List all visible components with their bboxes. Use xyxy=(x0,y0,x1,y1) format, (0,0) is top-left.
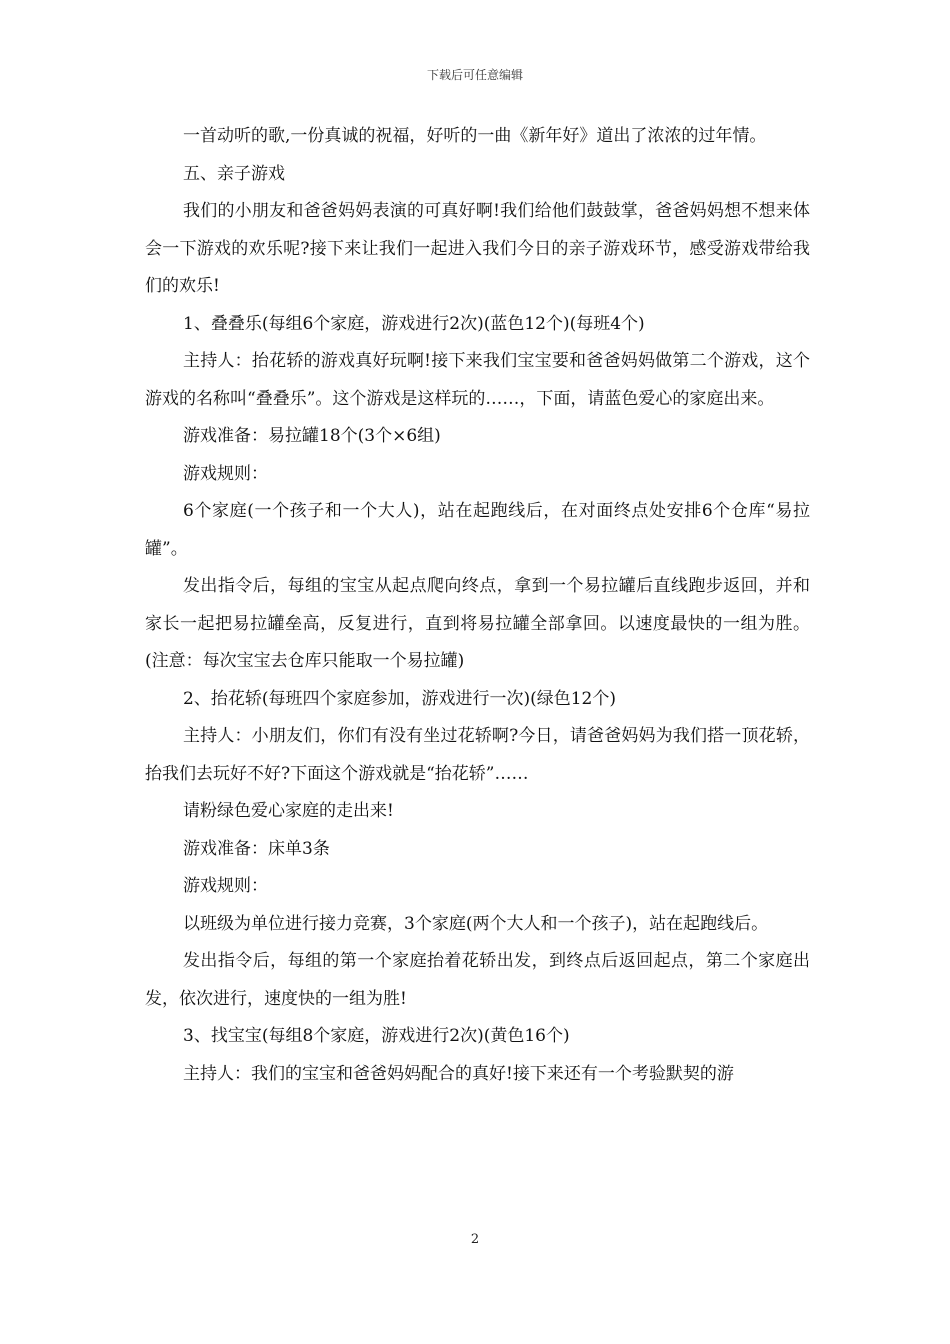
paragraph: 请粉绿色爱心家庭的走出来! xyxy=(183,801,394,821)
game-title: 3、找宝宝(每组8个家庭，游戏进行2次)(黄色16个) xyxy=(183,1026,570,1046)
document-body xyxy=(145,118,810,1093)
section-heading: 五、亲子游戏 xyxy=(183,163,285,184)
page-header: 下载后可任意编辑 xyxy=(426,68,523,82)
page-number: 2 xyxy=(470,1232,480,1247)
paragraph: 主持人：我们的宝宝和爸爸妈妈配合的真好!接下来还有一个考验默契的游 xyxy=(183,1063,734,1084)
paragraph: 发出指令后，每组的宝宝从起点爬向终点，拿到一个易拉罐后直线跑步返回，并和家长一起把易拉罐垒高，反复进行，直到将易拉罐全部拿回。以速度最快的一组为胜。(注意：每次宝宝去仓库只能取一个易拉罐) xyxy=(145,576,810,671)
game-rules-label: 游戏规则： xyxy=(183,463,268,484)
paragraph: 发出指令后，每组的第一个家庭抬着花轿出发，到终点后返回起点，第二个家庭出发，依次进行，速度快的一组为胜! xyxy=(145,951,810,1009)
paragraph: 以班级为单位进行接力竞赛，3个家庭(两个大人和一个孩子)，站在起跑线后。 xyxy=(183,913,769,934)
paragraph: 主持人：抬花轿的游戏真好玩啊!接下来我们宝宝要和爸爸妈妈做第二个游戏，这个游戏的名称叫“叠叠乐”。这个游戏是这样玩的……，下面，请蓝色爱心的家庭出来。 xyxy=(145,351,810,409)
paragraph: 一首动听的歌,一份真诚的祝福，好听的一曲《新年好》道出了浓浓的过年情。 xyxy=(183,126,767,146)
paragraph: 我们的小朋友和爸爸妈妈表演的可真好啊!我们给他们鼓鼓掌，爸爸妈妈想不想来体会一下游戏的欢乐呢?接下来让我们一起进入我们今日的亲子游戏环节，感受游戏带给我们的欢乐! xyxy=(145,201,810,296)
paragraph: 主持人：小朋友们，你们有没有坐过花轿啊?今日，请爸爸妈妈为我们搭一顶花轿，抬我们去玩好不好?下面这个游戏就是“抬花轿”…… xyxy=(145,726,810,784)
game-title: 1、叠叠乐(每组6个家庭，游戏进行2次)(蓝色12个)(每班4个) xyxy=(183,313,645,334)
paragraph: 6个家庭(一个孩子和一个大人)，站在起跑线后，在对面终点处安排6个仓库“易拉罐”。 xyxy=(145,501,810,559)
game-title: 2、抬花轿(每班四个家庭参加，游戏进行一次)(绿色12个) xyxy=(183,688,616,709)
game-rules-label: 游戏规则： xyxy=(183,876,268,896)
game-preparation: 游戏准备：易拉罐18个(3个×6组) xyxy=(183,426,441,446)
game-preparation: 游戏准备：床单3条 xyxy=(183,838,330,859)
